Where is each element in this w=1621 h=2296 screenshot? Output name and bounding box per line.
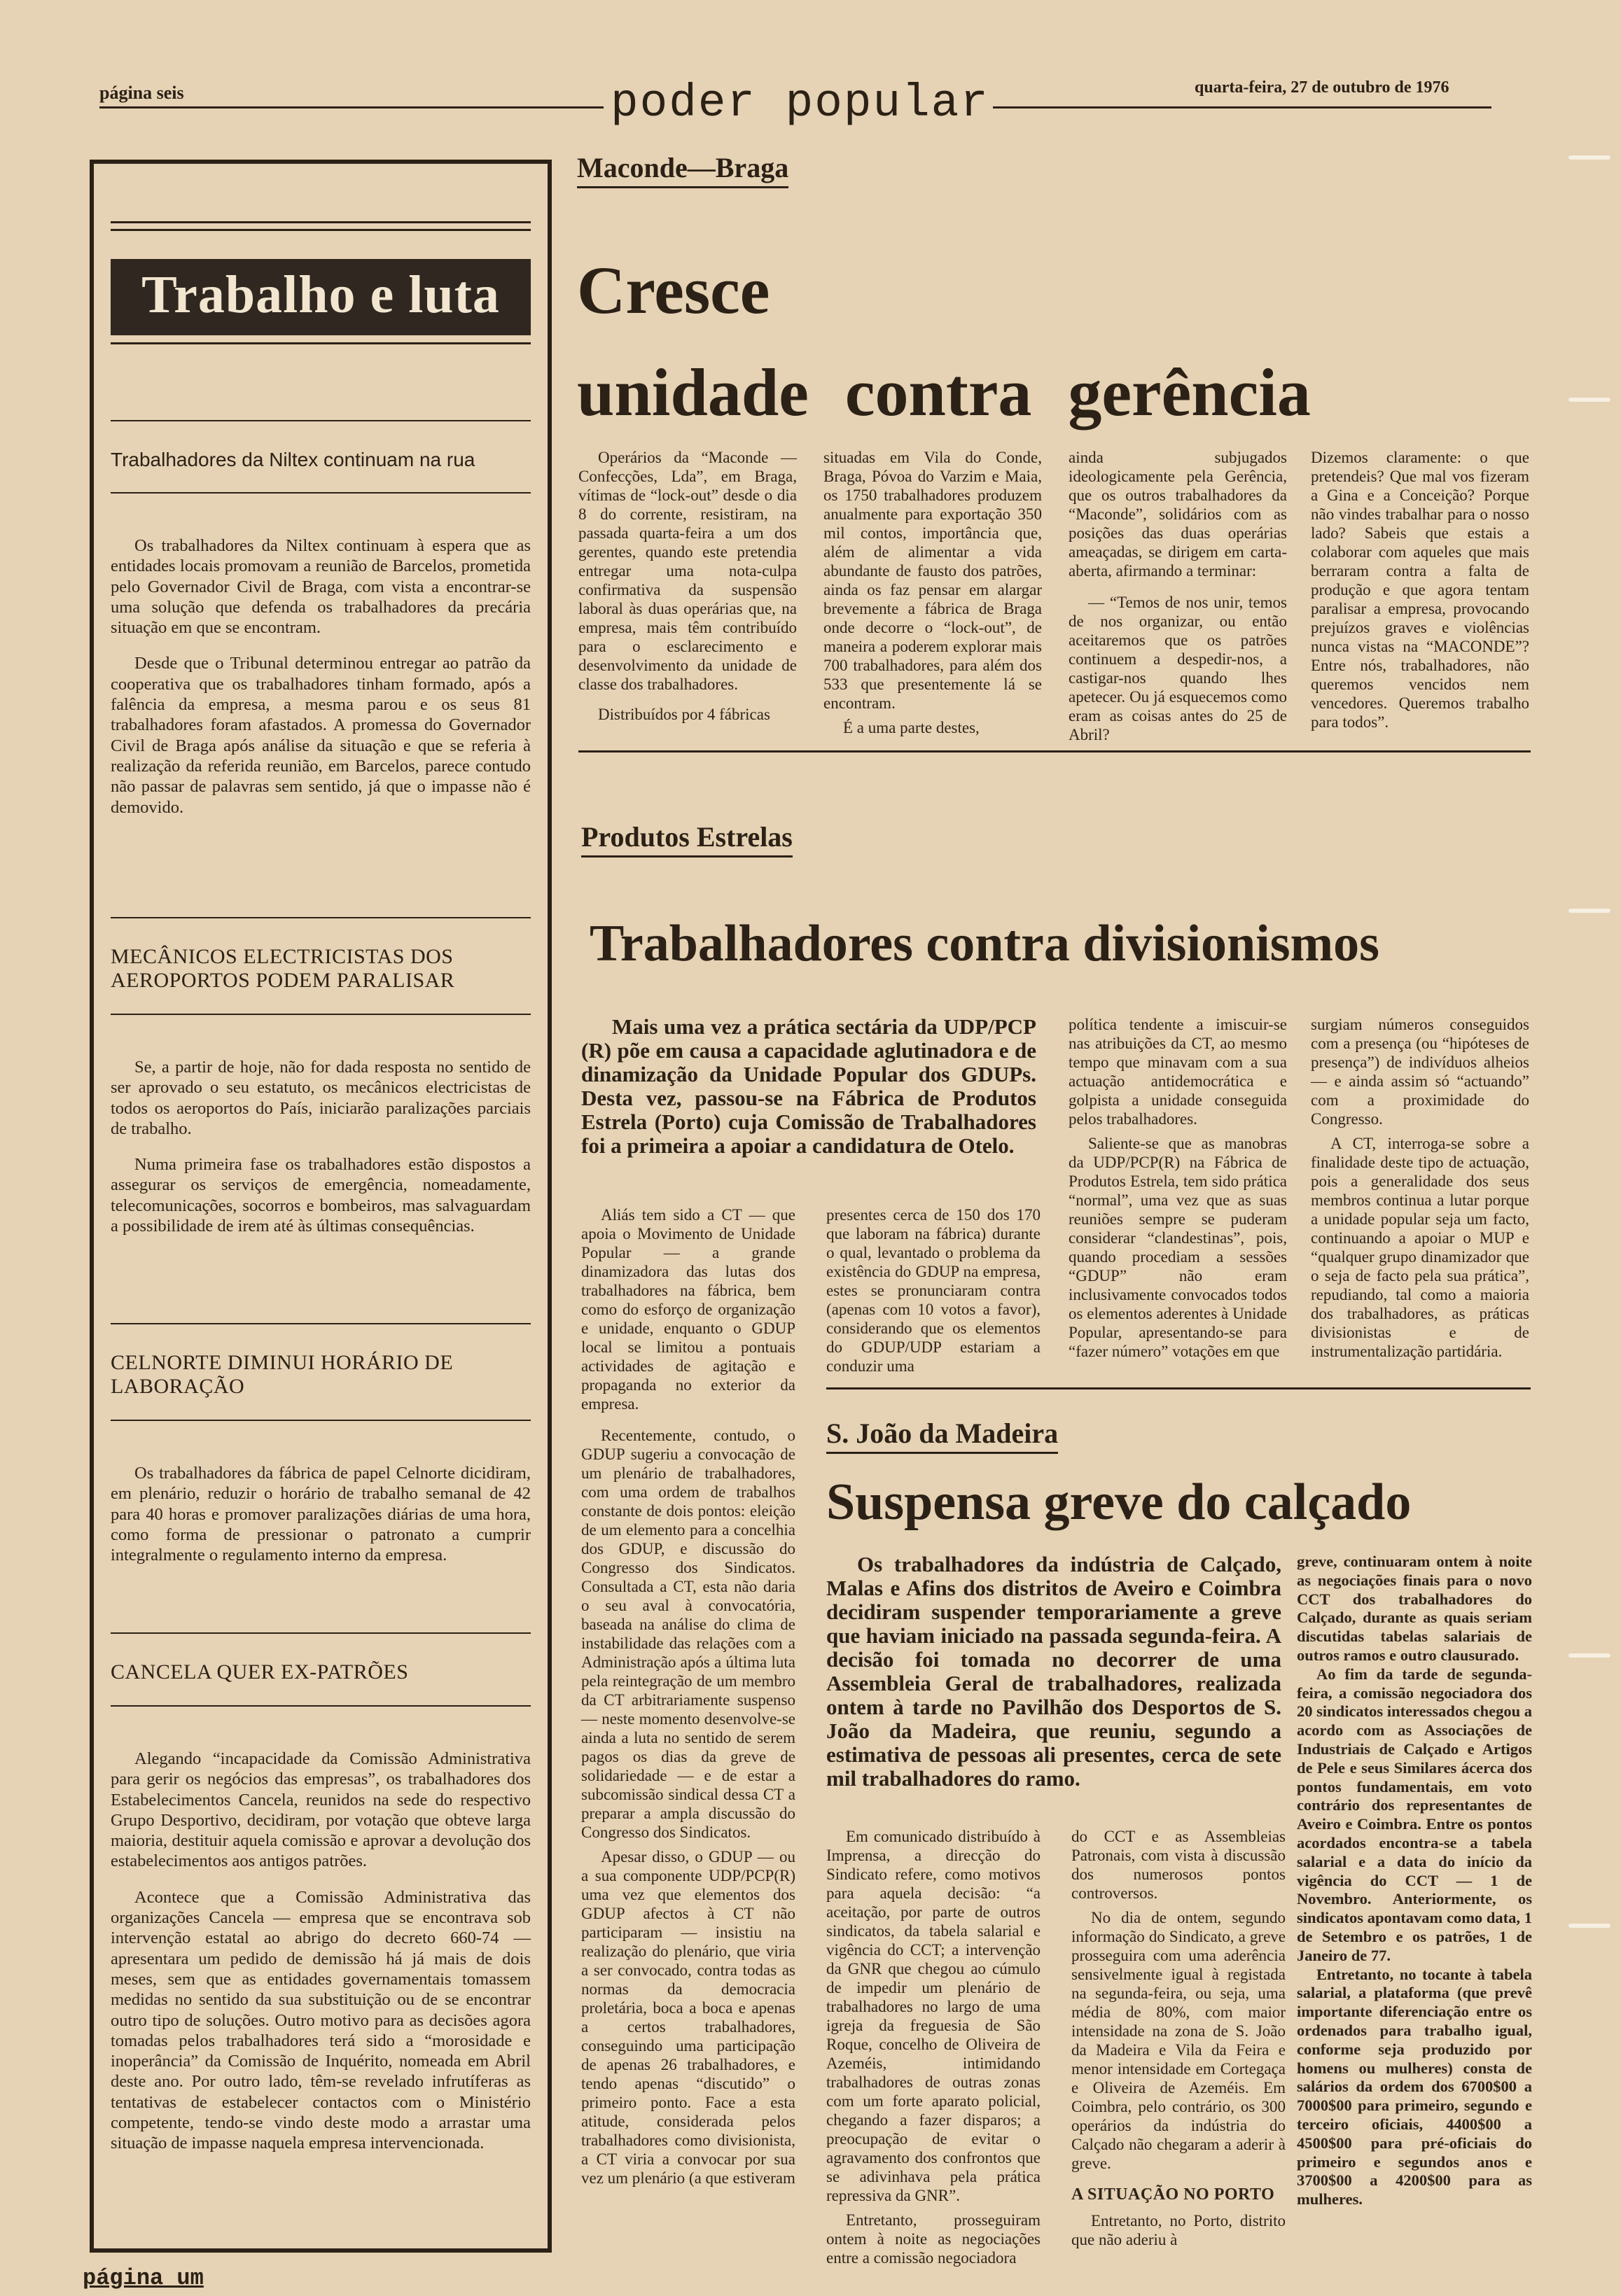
section-title: Trabalho e luta — [111, 259, 531, 335]
paragraph: ainda subjugados ideologicamente pela Gerência, que os outros trabalhadores da “Maconde”, solidários com as posições das duas operárias ameaçadas, se dirigem em carta-aberta, afirmando a terminar: — [1069, 449, 1287, 580]
estrelas-column-1 — [581, 1205, 795, 2188]
paragraph: política tendente a imiscuir-se nas atribuições da CT, ao mesmo tempo que minavam com a sua actuação antidemocrática e golpista a unidade conseguida pelos trabalhadores. — [1069, 1016, 1287, 1128]
madeira-headline: Suspensa greve do calçado — [826, 1474, 1412, 1531]
paragraph: Em comunicado distribuído à Imprensa, a direcção do Sindicato refere, como motivos para aquela decisão: “a aceitação, por parte de outros sindicatos, da tabela salarial e vigência do CCT; a intervenção da GNR que chegou ao cúmulo de impedir um plenário de trabalhadores no largo de uma igreja da freguesia de São Roque, concelho de Oliveira de Azeméis, intimidando trabalhadores de outras zonas com um forte aparato policial, chegando a fazer disparos; a preocupação de evitar o agravamento dos confrontos que se adivinhava pela prática repressiva da GNR”. — [826, 1828, 1041, 2204]
paragraph: — “Temos de nos unir, temos de nos organizar, ou então aceitaremos que os patrões continuem a despedir-nos, a castigar-nos quando lhes apetecer. Ou já esquecemos como eram as coisas antes do 25 de Abril? — [1069, 594, 1287, 743]
article-headline: CELNORTE DIMINUI HORÁRIO DE LABORAÇÃO — [111, 1351, 454, 1398]
estrelas-column-2 — [826, 1205, 1041, 1376]
paragraph: Entretanto, no tocante à tabela salarial, a plataforma (que prevê importante diferenciação entre os ordenados para trabalho igual, conforme seja produzido por homens ou mulheres) consta de salários da ordem dos 6700$00 a 7000$00 para primeiro, segundo e terceiro oficiais, 4400$00 a 4500$00 para pré-oficiais do primeiro e segundos anos e 3700$00 a 4200$00 para as mulheres. — [1297, 1965, 1532, 2208]
paragraph: greve, continuaram ontem à noite as negociações finais para o novo CCT dos trabalhadores do Calçado, durante as quais seriam discutidas tabelas salariais de outros ramos e outro clausurado. — [1297, 1553, 1532, 1664]
page-footer-label: página um — [83, 2265, 204, 2291]
article-niltex — [111, 420, 531, 818]
binder-mark — [1568, 1653, 1610, 1658]
paragraph: Saliente-se que as manobras da UDP/PCP(R) na Fábrica de Produtos Estrela, tem sido prática “normal”, uma vez que as suas reuniões sempre se puderam considerar “clandestinas”, pois, quando procediam a sessões “GDUP” não eram inclusivamente convocados todos os elementos aderentes à Unidade Popular, apresentando-se para “fazer número” votações em que — [1069, 1135, 1287, 1360]
trabalho-e-luta-box — [90, 160, 552, 2253]
divider — [111, 1323, 531, 1324]
estrelas-column-3 — [1069, 1015, 1287, 1361]
paragraph: surgiam números conseguidos com a presença (ou “hipóteses de presença”) de indivíduos alheios — e ainda assim só “actuando” com a proximidade do Congresso. — [1311, 1016, 1529, 1128]
article-headline: Trabalhadores da Niltex continuam na rua — [111, 449, 475, 470]
maconde-headline-line1: Cresce — [577, 253, 770, 328]
subhead: A SITUAÇÃO NO PORTO — [1071, 2185, 1275, 2204]
divider — [111, 420, 531, 421]
article-paragraph: Se, a partir de hoje, não for dada resposta no sentido de ser aprovado o seu estatuto, os mecânicos electricistas de todos os aeroportos do País, iniciarão paralizações parciais de trabalho. — [111, 1058, 531, 1138]
masthead-rule-left — [99, 106, 604, 108]
maconde-column-4 — [1311, 448, 1529, 732]
estrelas-kicker: Produtos Estrelas — [581, 820, 793, 858]
paragraph: Entretanto, no Porto, distrito que não aderiu à — [1071, 2212, 1286, 2248]
paragraph: Dizemos claramente: o que pretendeis? Que mal vos fizeram a Gina e a Conceição? Porque não vindes trabalhar para o nosso lado? Sabeis que estais a colaborar com aqueles que mais berraram contra a falta de produção e que agora tentam paralisar a empresa, provocando prejuízos graves e violências nunca vistas na “MACONDE”? Entre nós, trabalhadores, não queremos vencidos nem vencedores. Queremos trabalho para todos”. — [1311, 449, 1529, 731]
maconde-column-1 — [578, 448, 797, 724]
paragraph: É a uma parte destes, — [843, 719, 980, 736]
article-cancela — [111, 1632, 531, 2154]
madeira-kicker: S. João da Madeira — [826, 1417, 1058, 1454]
madeira-lead: Os trabalhadores da indústria de Calçado, Malas e Afins dos distritos de Aveiro e Coimbra decidiram suspender temporariamente a greve que haviam iniciado na passada segunda-feira. A decisão foi tomada no decorrer de uma Assembleia Geral de trabalhadores, realizada ontem à tarde no Pavilhão dos Desportos de S. João da Madeira, que reuniu, segundo a estimativa de pessoas ali presentes, cerca de sete mil trabalhadores do ramo. — [826, 1552, 1281, 1791]
paragraph: do CCT e as Assembleias Patronais, com vista à discussão dos numerosos pontos controversos. — [1071, 1828, 1286, 1902]
article-paragraph: Numa primeira fase os trabalhadores estão dispostos a assegurar os serviços de emergência, nomeadamente, telecomunicações, socorros e bombeiros, mas salvaguardam a possibilidade de irem até às últimas consequências. — [111, 1155, 531, 1236]
masthead-rule-right — [993, 106, 1491, 108]
paragraph: Aliás tem sido a CT — que apoia o Movimento de Unidade Popular — a grande dinamizadora das lutas dos trabalhadores na fábrica, bem como do esforço de organização e unidade, enquanto o GDUP local se limitou a pontuais actividades de agitação e propaganda no exterior da empresa. — [581, 1206, 795, 1413]
article-headline: MECÂNICOS ELECTRICISTAS DOS AEROPORTOS PODEM PARALISAR — [111, 945, 455, 992]
newspaper-title: poder popular — [611, 77, 989, 130]
issue-date: quarta-feira, 27 de outubro de 1976 — [1195, 78, 1449, 97]
article-mecanicos — [111, 917, 531, 1236]
madeira-column-2 — [1071, 1827, 1286, 2249]
maconde-headline-line2: unidade contra gerência — [577, 355, 1311, 430]
paragraph: Ao fim da tarde de segunda-feira, a comissão negociadora dos 20 sindicatos interessados chegou a acordo com as Associações de Industriais de Calçado e Artigos de Pele e seus Similares ácerca dos pontos fundamentais, em voto contrário dos representantes de Aveiro e Coimbra. Entre os pontos acordados encontra-se a tabela salarial e a data do início da vigência do CCT — 1 de Novembro. Anteriormente, os sindicatos apontavam como data, 1 de Setembro e os patrões, 1 de Janeiro de 77. — [1297, 1665, 1532, 1964]
paragraph: presentes cerca de 150 dos 170 que laboram na fábrica) durante o qual, levantado o problema da existência do GDUP na empresa, estes se pronunciaram contra (apenas com 10 votos a favor), considerando que os elementos do GDUP/UDP estariam a conduzir uma — [826, 1206, 1041, 1375]
maconde-column-2 — [823, 448, 1042, 737]
binder-mark — [1568, 1924, 1610, 1928]
article-paragraph: Alegando “incapacidade da Comissão Administrativa para gerir os negócios das empresas”, os trabalhadores dos Estabelecimentos Cancela, reunidos na sede do respectivo Grupo Desportivo, decidiram, por votação que obteve larga maioria, destituir aquela comissão e aprovar a devolução dos estabelecimentos aos antigos patrões. — [111, 1749, 531, 1871]
paragraph: situadas em Vila do Conde, Braga, Póvoa do Varzim e Maia, os 1750 trabalhadores produzem anualmente para exportação 350 mil contos, importância que, além de alimentar a vida abundante de fausto dos patrões, ainda os faz pensar em alargar brevemente a fábrica de Braga onde decorre o “lock-out”, de maneira a poderem explorar mais 700 trabalhadores, para além dos 533 que presentemente lá se encontram. — [823, 449, 1042, 712]
paragraph: Entretanto, prosseguiram ontem à noite as negociações entre a comissão negociadora — [826, 2211, 1041, 2267]
paragraph: Recentemente, contudo, o GDUP sugeriu a convocação de um plenário de trabalhadores, com uma ordem de trabalhos constante de dois pontos: eleição de um elemento para a concelhia dos GDUP, e discussão do Congresso dos Sindicatos. Consultada a CT, esta não daria o seu aval à convocatória, baseada na análise do clima de instabilidade das relações com a Administração após a última luta pela reintegração de um membro da CT arbitrariamente suspenso — neste momento desenvolve-se ainda a luta no sentido de serem pagos os dias da greve de solidariedade — e de estar a subcomissão sindical dessa CT a preparar a ampla discussão do Congresso dos Sindicatos. — [581, 1427, 795, 1841]
estrelas-headline: Trabalhadores contra divisionismos — [590, 915, 1379, 972]
article-paragraph: Acontece que a Comissão Administrativa das organizações Cancela — empresa que se encontrava sob intervenção estatal ao abrigo do decreto 660-74 — apresentara um pedido de demissão há já mais de dois meses, sem que as entidades governamentais tomassem medidas no sentido da sua substituição ou de se encontrar outro tipo de soluções. Outro motivo para as decisões agora tomadas pelos trabalhadores terá sido a “morosidade e inoperância” da Comissão de Inquérito, nomeada em Abril deste ano. Por outro lado, têm-se revelado infrutíferas as tentativas de estabelecer contactos com o Ministério competente, tendo-se vindo deste modo a arrastar uma situação de impasse naquela empresa intervencionada. — [111, 1887, 531, 2153]
article-paragraph: Os trabalhadores da Niltex continuam à espera que as entidades locais promovam a reunião de Barcelos, prometida pelo Governador Civil de Braga, com vista a encontrar-se uma solução que defenda os trabalhadores da precária situação em que se encontram. — [111, 536, 531, 638]
estrelas-lead: Mais uma vez a prática sectária da UDP/PCP (R) põe em causa a capacidade aglutinadora e de dinamização da Unidade Popular dos GDUPs. Desta vez, passou-se na Fábrica de Produtos Estrela (Porto) cuja Comissão de Trabalhadores foi a primeira a apoiar a candidatura de Otelo. — [581, 1014, 1036, 1158]
article-paragraph: Desde que o Tribunal determinou entregar ao patrão da cooperativa que os trabalhadores tinham formado, após a falência da empresa, a mesma parou e os seus 81 trabalhadores foram afastados. A promessa do Governador Civil de Braga após análise da situação e que se referia à realização da referida reunião, em Barcelos, parece contudo não passar de palavras sem sentido, já que o impasse não é demovido. — [111, 654, 531, 817]
paragraph: A CT, interroga-se sobre a finalidade deste tipo de actuação, pois a generalidade dos seus membros continua a lutar porque a unidade popular seja um facto, continuando a apoiar o MUP e “qualquer grupo dinamizador que o seja de facto pela sua prática”, repudiando, tal como a maioria dos trabalhadores, as práticas divisionistas e de instrumentalização partidária. — [1311, 1135, 1529, 1360]
article-paragraph: Os trabalhadores da fábrica de papel Celnorte dicidiram, em plenário, reduzir o horário de trabalho semanal de 42 para 40 horas e promover paralizações diárias de uma hora, como forma de pressionar o patronato a cumprir integralmente o regulamento interno da empresa. — [111, 1464, 531, 1565]
binder-mark — [1568, 909, 1610, 913]
paragraph: Distribuídos por 4 fábricas — [598, 706, 770, 723]
article-celnorte — [111, 1323, 531, 1565]
madeira-column-1 — [826, 1827, 1041, 2267]
madeira-column-3 — [1297, 1553, 1532, 2209]
divider — [111, 342, 531, 344]
paragraph: Apesar disso, o GDUP — ou a sua componente UDP/PCP(R) uma vez que elementos dos GDUP afectos à CT não participaram — insistiu na realização do plenário, que viria a ser convocado, contra todas as normas da democracia proletária, boca a boca e apenas a certos trabalhadores, conseguindo uma participação de apenas 26 trabalhadores, e tendo apenas “discutido” o primeiro ponto. Face a esta atitude, considerada pelos trabalhadores como divisionista, a CT viria a convocar por sua vez um plenário (a que estiveram — [581, 1848, 795, 2187]
binder-mark — [1568, 398, 1610, 402]
maconde-kicker: Maconde—Braga — [577, 151, 788, 188]
estrelas-column-4 — [1311, 1015, 1529, 1361]
divider — [111, 917, 531, 918]
section-divider — [826, 1387, 1531, 1390]
article-headline: CANCELA QUER EX-PATRÕES — [111, 1660, 409, 1684]
paragraph: Operários da “Maconde — Confecções, Lda”, em Braga, vítimas de “lock-out” desde o dia 8 do corrente, resistiram, na passada quarta-feira a um dos gerentes, quando este pretendia entregar uma nota-culpa confirmativa da suspensão laboral às duas operárias que, na empresa, mais têm contribuído para o esclarecimento e desenvolvimento da unidade de classe dos trabalhadores. — [578, 449, 797, 693]
binder-mark — [1568, 155, 1610, 160]
section-divider — [578, 750, 1531, 752]
section-header — [111, 221, 531, 344]
page-number-label: página seis — [99, 83, 184, 103]
maconde-column-3 — [1069, 448, 1287, 744]
divider — [111, 1632, 531, 1634]
paragraph: No dia de ontem, segundo informação do Sindicato, a greve prosseguira com uma aderência sensivelmente igual à registada na segunda-feira, ou seja, uma média de 80%, com maior intensidade na zona de S. João da Madeira e Vila da Feira e menor intensidade em Cortegaça e Oliveira de Azeméis. Em Coimbra, pelo contrário, os 300 operários da indústria do Calçado não chegaram a aderir à greve. — [1071, 1909, 1286, 2172]
